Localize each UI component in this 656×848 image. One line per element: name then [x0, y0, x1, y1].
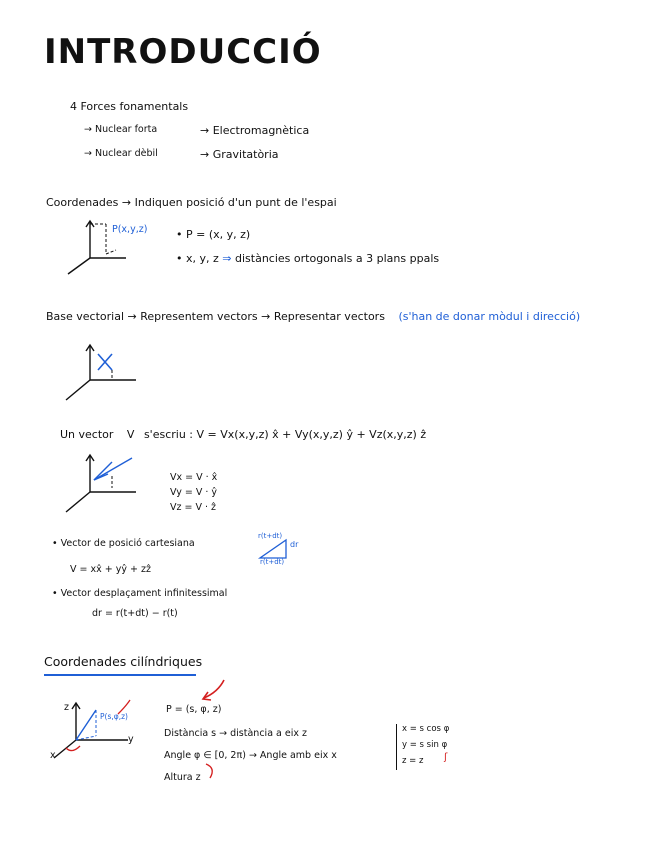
arrow-icon: →	[261, 310, 274, 323]
cyl-point: P = (s, φ, z)	[166, 704, 222, 715]
component-eq: Vx = V · x̂	[170, 472, 218, 483]
axis-z-label: z	[64, 702, 69, 713]
red-arrow	[196, 676, 236, 706]
triangle-bottom-label: r(t+dt)	[260, 558, 285, 566]
desplacament-eq: dr = r(t+dt) − r(t)	[92, 608, 178, 619]
page-title: INTRODUCCIÓ	[44, 32, 322, 72]
arrow-icon: →	[248, 750, 260, 761]
cylindrical-point-label: P(s,φ,z)	[100, 712, 128, 721]
cyl-line-2: Angle φ ∈ [0, 2π) → Angle amb eix x	[164, 750, 337, 761]
force-item: → Nuclear dèbil	[84, 148, 158, 159]
posicio-eq: V = xx̂ + yŷ + zẑ	[70, 564, 151, 575]
cyl-line-1: Distància s → distància a eix z	[164, 728, 307, 739]
arrow-icon: ⇒	[222, 252, 235, 265]
triangle-side-label: dr	[290, 540, 299, 549]
axes-diagram-cylindrical	[46, 696, 142, 768]
vector-equation: Un vector V s'escriu : V = Vx(x,y,z) x̂ + Vy(x,y,z) ŷ + Vz(x,y,z) ẑ	[60, 428, 427, 441]
component-eq: Vz = V · ẑ	[170, 502, 217, 513]
cilindriques-heading: Coordenades cilíndriques	[44, 654, 203, 669]
cyl-eq: y = s sin φ	[402, 740, 448, 750]
triangle-top-label: r(t+dt)	[258, 532, 283, 540]
force-item: → Nuclear forta	[84, 124, 158, 135]
cyl-line-3: Altura z	[164, 772, 201, 783]
cyl-eq: x = s cos φ	[402, 724, 450, 734]
axes-diagram-3	[60, 452, 140, 518]
arrow-icon: →	[127, 310, 141, 323]
desplacament-label: • Vector desplaçament infinitessimal	[52, 588, 228, 599]
force-item: → Electromagnètica	[200, 124, 310, 137]
coord-bullet-1: • P = (x, y, z)	[176, 228, 251, 241]
red-mark-eq: ʃ	[444, 752, 448, 763]
arrow-icon: →	[219, 728, 231, 739]
point-label: P(x,y,z)	[112, 224, 148, 235]
equation-brace	[396, 724, 397, 770]
cyl-eq: z = z	[402, 756, 424, 766]
force-item: → Gravitatòria	[200, 148, 279, 161]
arrow-icon: →	[121, 196, 135, 209]
base-line: Base vectorial → Representem vectors → Representar vectors (s'han de donar mòdul i direcció)	[46, 310, 581, 323]
coord-bullet-2: • x, y, z ⇒ distàncies ortogonals a 3 plans ppals	[176, 252, 440, 265]
posicio-label: • Vector de posició cartesiana	[52, 538, 195, 549]
arrow-icon: →	[200, 124, 213, 137]
axis-x-label: x	[50, 750, 56, 761]
coordenades-line: Coordenades → Indiquen posició d'un punt de l'espai	[46, 196, 337, 209]
arrow-icon: →	[84, 124, 95, 135]
component-eq: Vy = V · ŷ	[170, 487, 218, 498]
red-mark	[202, 762, 222, 782]
arrow-icon: →	[84, 148, 95, 159]
axes-diagram-2	[60, 342, 140, 406]
heading-underline	[44, 674, 196, 676]
arrow-icon: →	[200, 148, 213, 161]
forces-heading: 4 Forces fonamentals	[70, 100, 189, 113]
axis-y-label: y	[128, 734, 134, 745]
